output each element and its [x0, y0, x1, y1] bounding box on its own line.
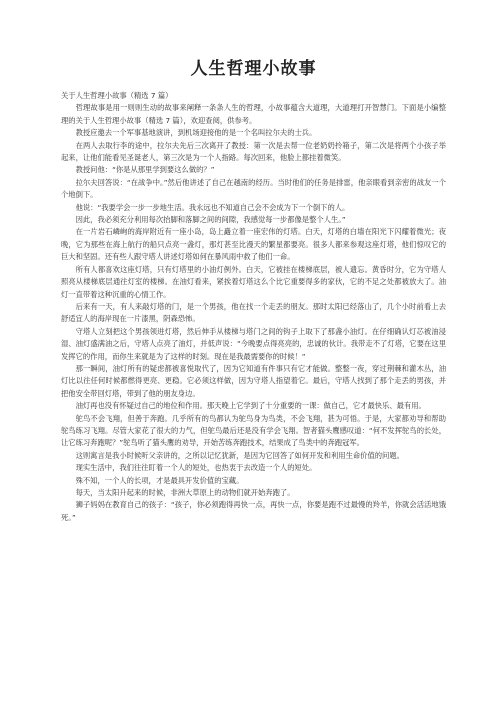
paragraph: 现实生活中，我们往往盯着一个人的短处，也热衷于去改造一个人的短处。: [75, 463, 317, 473]
document-title: 人生哲理小故事: [190, 59, 317, 79]
paragraph: 那一瞬间，油灯所有的疑虑都被喜悦取代了，因为它知道有件事只有它才能做。整整一夜，穿过荆棘和灌木丛，油灯比以往任何时候都燃得更亮、更稳。它必须这样做，因为守塔人指望着它。最后，守塔人找到了那个走丢的男孩，并把他安全带回灯塔，带到了他的朋友身边。: [61, 363, 446, 398]
paragraph: 关于人生哲理小故事（精选 7 篇）: [61, 91, 173, 100]
paragraph: 所有人都喜欢这座灯塔，只有灯塔里的小油灯例外。白天，它被挂在楼梯底层，被人遗忘。黄昏时分，它为守塔人照亮从楼梯底层通往灯室的楼梯。在油灯看来，紧挨着灯塔这么个比它重要得多的家伙，它的不足之处都被放大了。油灯一直带着这种沉重的心情工作。: [61, 264, 446, 299]
paragraph: 因此，我必须充分利用每次抬脚和落脚之间的间隙，我感觉每一步都像是整个人生。”: [75, 215, 346, 225]
paragraph: 每天，当太阳升起来的时候，非洲大草原上的动物们就开始奔跑了。: [75, 488, 295, 497]
paragraph: 他说：“我要学会一步一步地生活。我永远也不知道自己会不会成为下一个倒下的人。: [75, 202, 350, 212]
paragraph: 油灯再也没有怀疑过自己的地位和作用。那天晚上它学到了十分重要的一课：做自己，它才最快乐、最有用。: [75, 401, 426, 411]
paragraph: 在一片岩石嶙峋的海岸附近有一座小岛，岛上矗立着一座宏伟的灯塔。白天，灯塔的白墙在阳光下闪耀着微光；夜晚，它为那些在海上航行的船只点亮一盏灯，那灯甚至比漫天的繁星都要亮。很多人都来参观这座灯塔，他们惊叹它的巨大和坚固。还有些人跟守塔人讲述灯塔如何在暴风雨中救了他们一命。: [61, 227, 446, 262]
paragraph: 教授应邀去一个军事基地演讲，到机场迎接他的是一个名叫拉尔夫的士兵。: [75, 128, 317, 138]
paragraph: 后来有一天，有人来敲灯塔的门，是一个男孩，他在找一个走丢的朋友。那时太阳已经落山了，几个小时前看上去舒适宜人的海岸现在一片漆黑，阴森恐怖。: [61, 301, 446, 324]
paragraph: 在两人去取行李的途中，拉尔夫先后三次离开了教授：第一次是去帮一位老奶奶拎箱子，第二次是将两个小孩子举起来，让他们能看见圣诞老人，第三次是为一个人指路。每次回来，他脸上都挂着微笑。: [61, 140, 446, 163]
paragraph: 守塔人立刻把这个男孩领进灯塔，然后伸手从楼梯与塔门之间的钩子上取下了那盏小油灯。在仔细确认灯芯被油浸湿、油灯盛满油之后，守塔人点亮了油灯，并低声说：“今晚要点得亮亮的，忠诚的伙计。我带走不了灯塔，它要在这里发挥它的作用，而你生来就是为了这样的时刻。现在是我最需要你的时候！”: [61, 326, 446, 361]
paragraph: 殊不知，一个人的长项，才是最具开发价值的宝藏。: [75, 475, 244, 485]
paragraph: 哲理故事是用一则则生动的故事来阐释一条条人生的哲理，小故事蕴含大道理，大道理打开智慧门。下面是小编整理的关于人生哲理小故事（精选 7 篇），欢迎查阅，供参考。: [61, 103, 446, 125]
paragraph: 鸵鸟不会飞翔，但善于奔跑。几乎所有的鸟都认为鸵鸟身为鸟类，不会飞翔，甚为可悟。于是，大家都劝导和帮助鸵鸟练习飞翔。尽管大家花了很大的力气，但鸵鸟最后还是没有学会飞翔。智者猫头鹰感叹道：“何不发挥鸵鸟的长处，让它练习奔跑呢？”鸵鸟听了猫头鹰的劝导，开始苦练奔跑技术，结果成了鸟类中的奔跑冠军。: [61, 413, 446, 448]
paragraph: 这则寓言是我小时候听父亲讲的，之所以记忆犹新，是因为它回答了如何开发和利用生命价值的问题。: [75, 450, 404, 460]
paragraph: 狮子妈妈在教育自己的孩子：“孩子，你必须跑得再快一点，再快一点，你要是跑不过最慢的羚羊，你就会活活地饿死。”: [61, 500, 446, 522]
paragraph: 拉尔夫回答说：“在战争中。”然后他讲述了自己在越南的经历。当时他们的任务是排雷，他亲眼看到亲密的战友一个个地倒下。: [61, 177, 446, 200]
document-body: [61, 90, 446, 524]
paragraph: 教授问他：“你是从那里学到要这么做的？”: [75, 165, 215, 175]
